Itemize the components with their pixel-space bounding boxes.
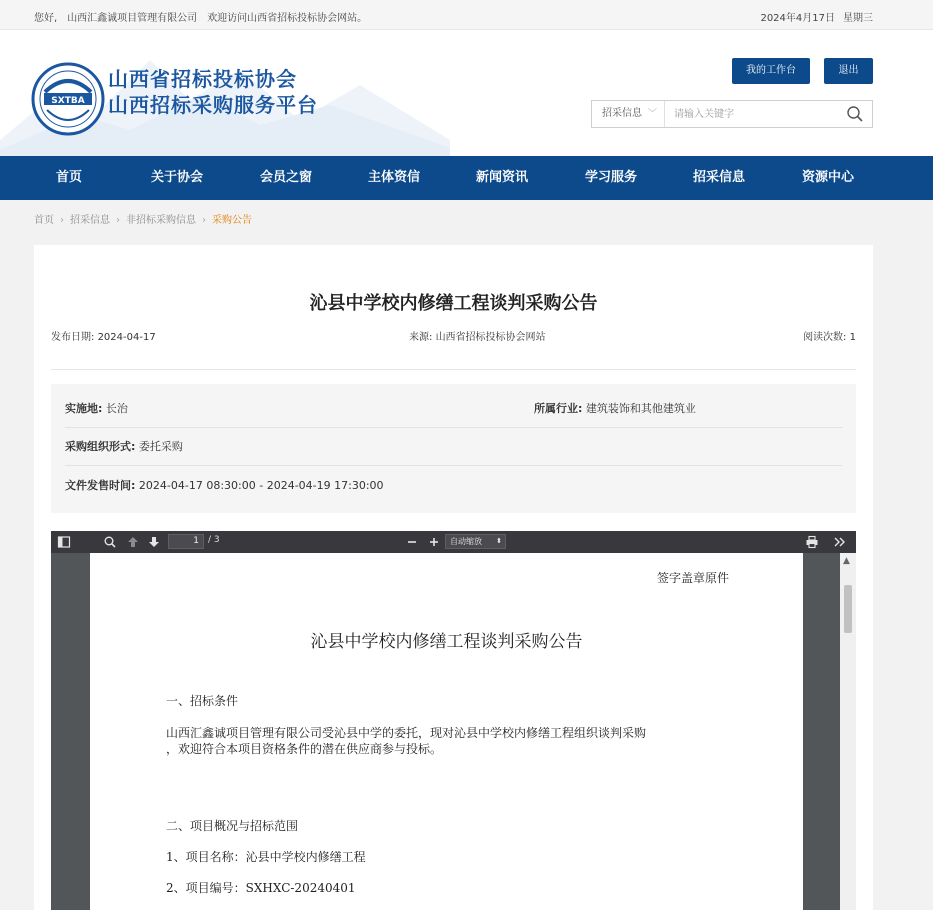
pdf-scrollbar[interactable] bbox=[840, 553, 856, 910]
publish-date-label: 发布日期: bbox=[51, 332, 95, 343]
location-label: 实施地: bbox=[65, 402, 103, 415]
source-label: 来源: bbox=[409, 332, 433, 343]
greeting-text: 您好, bbox=[34, 13, 58, 24]
main-nav bbox=[0, 156, 933, 200]
read-count-value: 1 bbox=[849, 332, 856, 343]
chevron-down-icon: ﹀ bbox=[647, 109, 657, 119]
pdf-toolbar bbox=[51, 531, 856, 553]
article-title: 沁县中学校内修缮工程谈判采购公告 bbox=[309, 293, 598, 314]
read-count-label: 阅读次数: bbox=[803, 332, 847, 343]
sidebar-toggle-icon[interactable] bbox=[57, 535, 71, 549]
doc-time-field bbox=[65, 467, 384, 505]
divider bbox=[51, 369, 856, 370]
top-bar bbox=[0, 0, 933, 30]
doc-time-value: 2024-04-17 08:30:00 - 2024-04-19 17:30:00 bbox=[138, 479, 384, 492]
pdf-paragraph-line: ，欢迎符合本项目资格条件的潜在供应商参与投标。 bbox=[166, 742, 443, 756]
publish-date bbox=[51, 328, 156, 343]
welcome-text: 欢迎访问山西省招标投标协会网站。 bbox=[207, 13, 368, 24]
site-name-line1: 山西省招标投标协会 bbox=[108, 67, 297, 91]
search-category-label: 招采信息 bbox=[602, 108, 642, 119]
pdf-viewer bbox=[51, 531, 856, 910]
site-name bbox=[108, 66, 318, 118]
project-info-panel bbox=[51, 384, 856, 513]
breadcrumb-separator: › bbox=[116, 215, 120, 226]
article-source bbox=[409, 328, 546, 343]
tools-menu-icon[interactable] bbox=[833, 535, 847, 549]
page-total: / 3 bbox=[208, 535, 220, 545]
updown-icon: ⬍ bbox=[496, 537, 502, 545]
industry-field bbox=[534, 390, 696, 428]
search-icon[interactable] bbox=[846, 105, 864, 123]
info-row bbox=[65, 428, 842, 466]
zoom-in-icon[interactable] bbox=[427, 535, 441, 549]
find-icon[interactable] bbox=[103, 535, 117, 549]
org-form-label: 采购组织形式: bbox=[65, 440, 136, 453]
next-page-icon[interactable] bbox=[147, 535, 161, 549]
scrollbar-thumb[interactable] bbox=[844, 585, 852, 633]
greeting bbox=[34, 9, 377, 24]
print-icon[interactable] bbox=[805, 535, 819, 549]
zoom-select[interactable] bbox=[445, 534, 506, 549]
nav-item-members[interactable]: 会员之窗 bbox=[259, 170, 312, 185]
search-input[interactable] bbox=[674, 105, 834, 123]
pdf-list-item: 1、项目名称：沁县中学校内修缮工程 bbox=[166, 850, 366, 864]
pdf-document-title: 沁县中学校内修缮工程谈判采购公告 bbox=[310, 632, 583, 652]
info-row bbox=[65, 390, 842, 428]
breadcrumb-non-tender[interactable]: 非招标采购信息 bbox=[126, 215, 196, 226]
current-date bbox=[752, 9, 873, 24]
location-value: 长治 bbox=[105, 402, 128, 415]
pdf-paragraph-line: 山西汇鑫诚项目管理有限公司受沁县中学的委托，现对沁县中学校内修缮工程组织谈判采购 bbox=[166, 726, 647, 740]
breadcrumb bbox=[34, 211, 252, 226]
org-form-field bbox=[65, 428, 183, 466]
source-value: 山西省招标投标协会网站 bbox=[435, 332, 546, 343]
breadcrumb-home[interactable]: 首页 bbox=[34, 215, 54, 226]
page-number-input[interactable]: 1 bbox=[168, 534, 204, 549]
association-logo[interactable] bbox=[31, 62, 105, 136]
breadcrumb-separator: › bbox=[202, 215, 206, 226]
logout-button[interactable]: 退出 bbox=[824, 58, 873, 84]
pdf-section-heading: 二、项目概况与招标范围 bbox=[166, 819, 299, 833]
site-header bbox=[0, 30, 933, 156]
site-name-line2: 山西招标采购服务平台 bbox=[108, 93, 318, 117]
nav-item-home[interactable]: 首页 bbox=[55, 170, 82, 185]
pdf-page bbox=[90, 553, 803, 910]
info-row bbox=[65, 467, 842, 505]
nav-item-procurement[interactable]: 招采信息 bbox=[692, 170, 745, 185]
workbench-button[interactable]: 我的工作台 bbox=[732, 58, 810, 84]
breadcrumb-procurement[interactable]: 招采信息 bbox=[70, 215, 110, 226]
nav-item-news[interactable]: 新闻资讯 bbox=[475, 170, 528, 185]
previous-page-icon[interactable] bbox=[126, 535, 140, 549]
nav-item-credit[interactable]: 主体资信 bbox=[367, 170, 420, 185]
company-name: 山西汇鑫诚项目管理有限公司 bbox=[67, 13, 198, 24]
publish-date-value: 2024-04-17 bbox=[97, 332, 156, 343]
doc-time-label: 文件发售时间: bbox=[65, 479, 136, 492]
read-count bbox=[803, 328, 856, 343]
date-text: 2024年4月17日 bbox=[760, 13, 835, 24]
zoom-out-icon[interactable] bbox=[405, 535, 419, 549]
weekday-text: 星期三 bbox=[843, 13, 873, 24]
search-box bbox=[591, 100, 873, 128]
search-category-select[interactable] bbox=[592, 101, 665, 127]
nav-item-resources[interactable]: 资源中心 bbox=[801, 170, 854, 185]
pdf-list-item: 2、项目编号：SXHXC-20240401 bbox=[166, 881, 356, 895]
nav-item-learning[interactable]: 学习服务 bbox=[584, 170, 637, 185]
svg-text:SXTBA: SXTBA bbox=[51, 96, 85, 106]
article-card bbox=[34, 245, 873, 910]
stamp-note: 签字盖章原件 bbox=[656, 571, 729, 585]
scroll-up-icon[interactable]: ▲ bbox=[843, 556, 850, 566]
breadcrumb-separator: › bbox=[60, 215, 64, 226]
nav-item-about[interactable]: 关于协会 bbox=[150, 170, 203, 185]
industry-value: 建筑装饰和其他建筑业 bbox=[585, 402, 696, 415]
zoom-value: 自动缩放 bbox=[450, 537, 482, 546]
org-form-value: 委托采购 bbox=[138, 440, 183, 453]
industry-label: 所属行业: bbox=[534, 402, 583, 415]
pdf-section-heading: 一、招标条件 bbox=[166, 694, 239, 708]
location-field bbox=[65, 390, 128, 428]
breadcrumb-current: 采购公告 bbox=[212, 215, 252, 226]
